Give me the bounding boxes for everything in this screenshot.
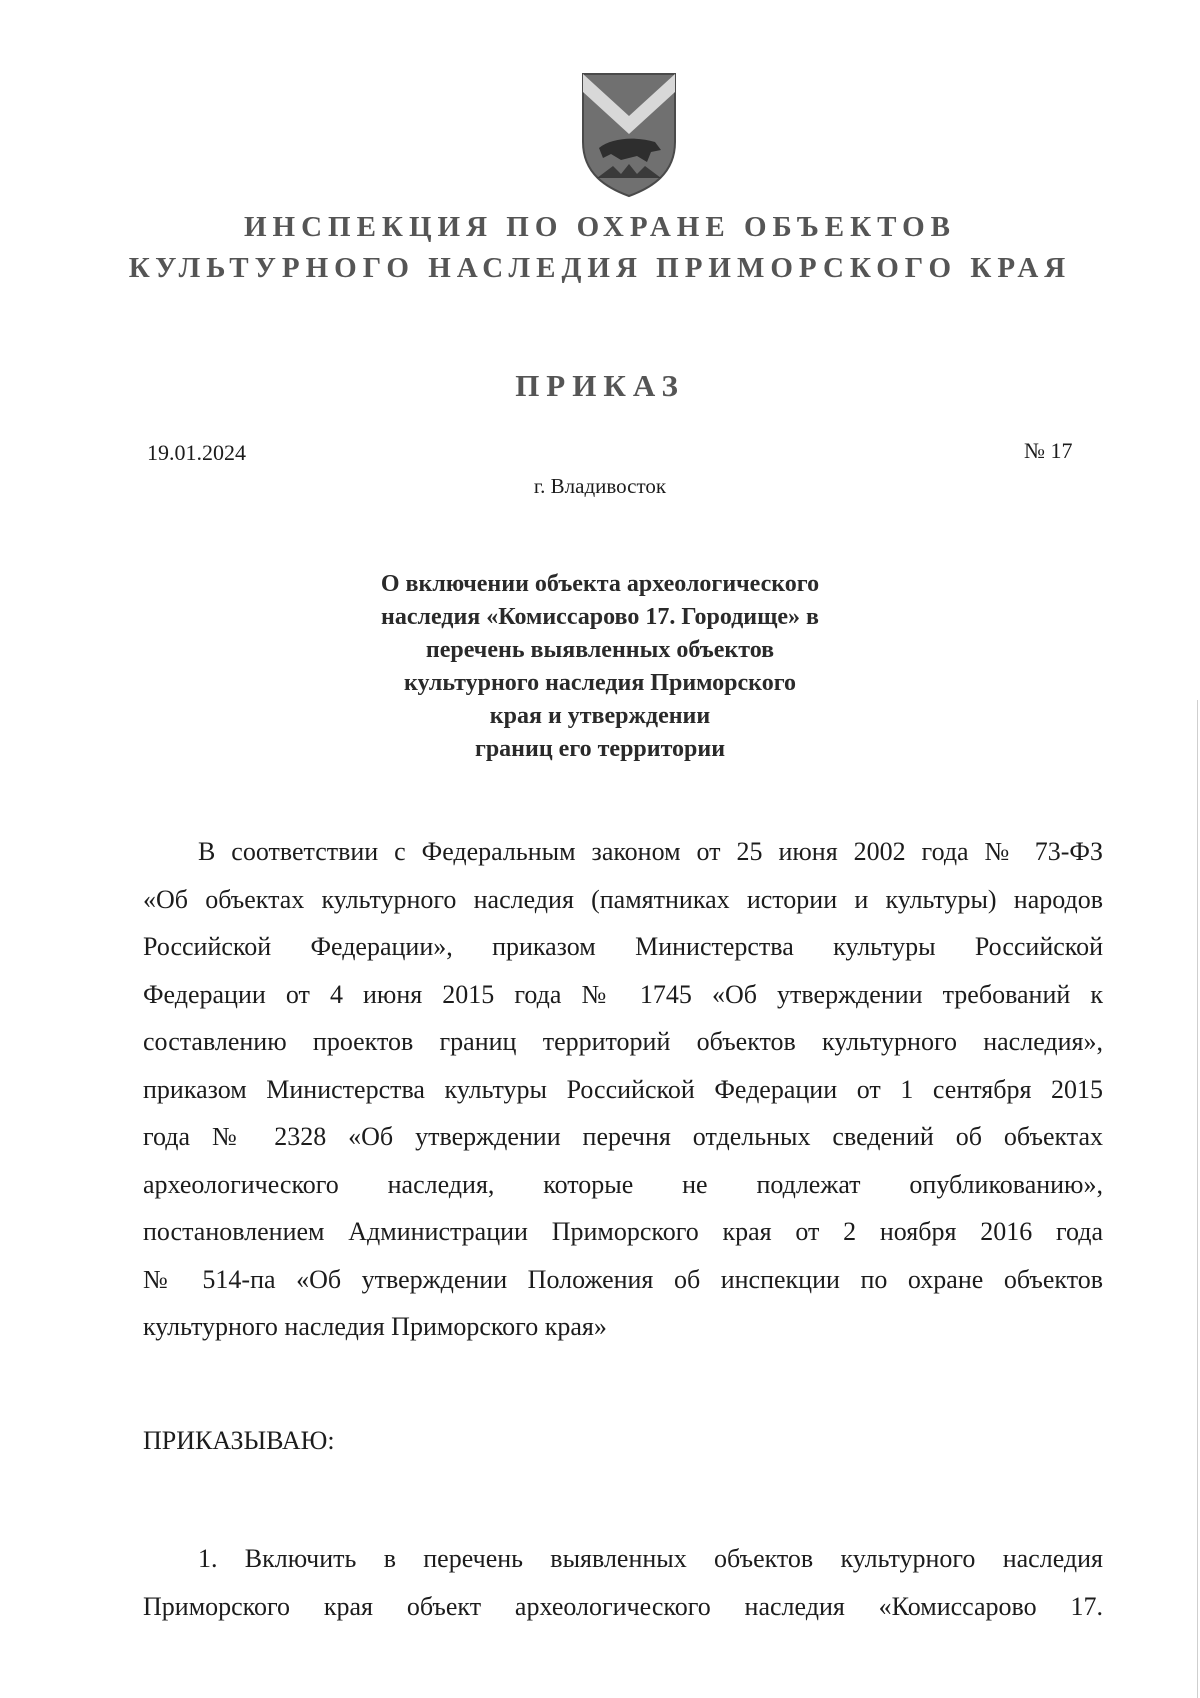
subject-line: О включении объекта археологического [380, 571, 820, 597]
preamble-line: года № 2328 «Об утверждении перечня отдельных сведений об объектах [143, 1122, 1103, 1151]
preamble-line: приказом Министерства культуры Российской Федерации от 1 сентября 2015 [143, 1074, 1103, 1104]
preamble-line: составлению проектов границ территорий объектов культурного наследия», [143, 1027, 1103, 1056]
document-type-title: ПРИКАЗ [515, 368, 685, 403]
preamble-line: Федерации от 4 июня 2015 года № 1745 «Об утверждении требований к [143, 979, 1103, 1009]
preamble-line: Российской Федерации», приказом Министерства культуры Российской [143, 932, 1103, 961]
preamble-line: № 514-па «Об утверждении Положения об инспекции по охране объектов [143, 1264, 1103, 1294]
organization-name-line2: КУЛЬТУРНОГО НАСЛЕДИЯ ПРИМОРСКОГО КРАЯ [128, 252, 1072, 284]
order-item-line: Приморского края объект археологического наследия «Комиссарово 17. [143, 1591, 1103, 1621]
subject-line: культурного наследия Приморского [403, 670, 796, 696]
preamble-line: постановлением Администрации Приморского края от 2 ноября 2016 года [143, 1217, 1103, 1246]
preamble-line: «Об объектах культурного наследия (памятниках истории и культуры) народов [143, 884, 1103, 914]
subject-line: перечень выявленных объектов [425, 637, 775, 663]
order-subject [340, 568, 860, 766]
document-date: 19.01.2024 [147, 440, 246, 465]
preamble-paragraph [143, 828, 1103, 1351]
organization-name-line1: ИНСПЕКЦИЯ ПО ОХРАНЕ ОБЪЕКТОВ [243, 211, 957, 243]
preamble-line: культурного наследия Приморского края» [143, 1312, 607, 1341]
document-number: № 17 [1024, 438, 1073, 463]
subject-line: границ его территории [474, 736, 726, 762]
subject-line: наследия «Комиссарово 17. Городище» в [381, 604, 819, 630]
coat-of-arms-emblem [577, 70, 681, 198]
order-item-line: 1. Включить в перечень выявленных объектов культурного наследия [198, 1544, 1103, 1573]
order-directive-word: ПРИКАЗЫВАЮ: [143, 1426, 335, 1455]
order-item-1 [143, 1535, 1103, 1630]
subject-line: края и утверждении [489, 703, 711, 729]
preamble-line: В соответствии с Федеральным законом от 25 июня 2002 года № 73-ФЗ [198, 837, 1103, 866]
document-city: г. Владивосток [533, 474, 667, 498]
preamble-line: археологического наследия, которые не подлежат опубликованию», [143, 1169, 1103, 1199]
scan-edge-line [1197, 700, 1198, 1698]
